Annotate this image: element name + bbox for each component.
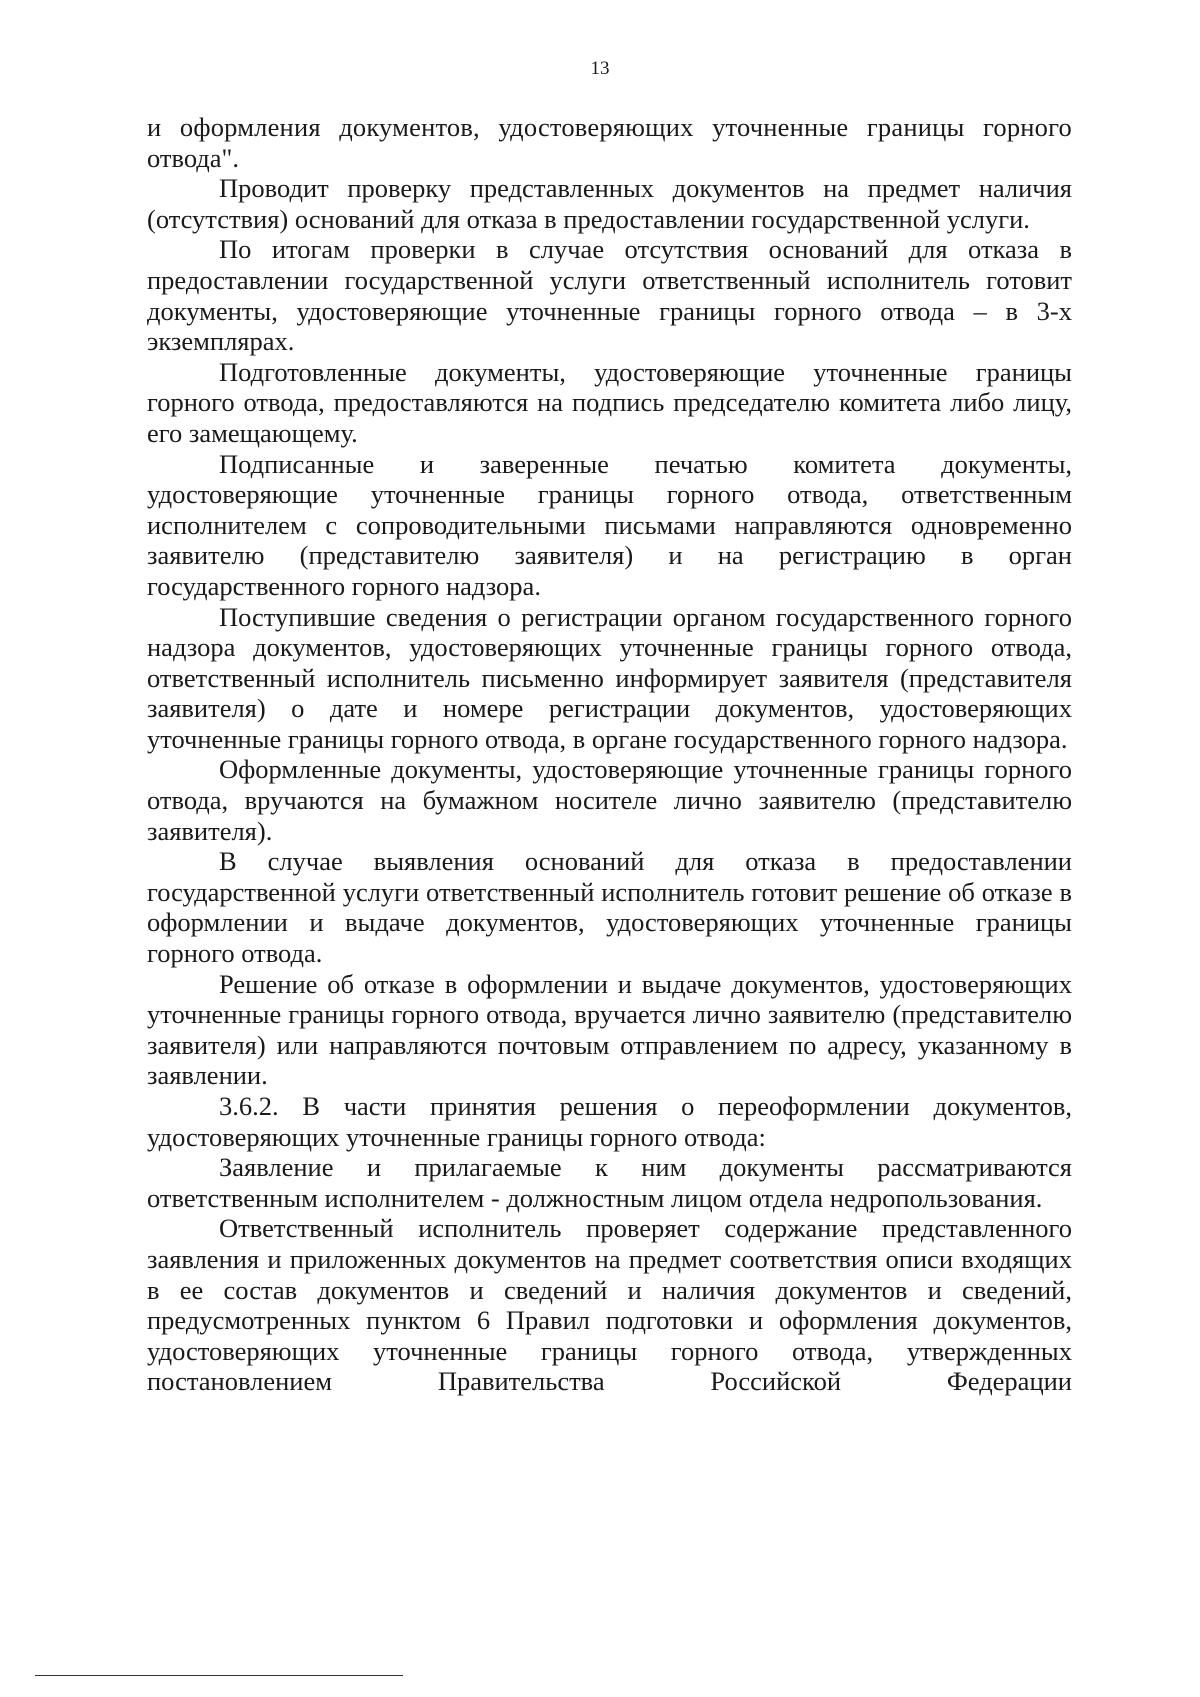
document-body (147, 112, 1072, 1397)
paragraph: Проводит проверку представленных документов на предмет наличия (отсутствия) оснований для отказа в предоставлении государственной услуги. (147, 173, 1072, 234)
paragraph-continuation: и оформления документов, удостоверяющих уточненные границы горного отвода". (147, 112, 1072, 173)
page-number: 13 (590, 58, 610, 79)
paragraph: В случае выявления оснований для отказа в предоставлении государственной услуги ответственный исполнитель готовит решение об отказе в оформлении и выдаче документов, удостоверяющих уточненные границы горного отвода. (147, 846, 1072, 969)
paragraph: Поступившие сведения о регистрации органом государственного горного надзора документов, удостоверяющих уточненные границы горного отвода, ответственный исполнитель письменно информирует заявителя (представителя заявителя) о дате и номере регистрации документов, удостоверяющих уточненные границы горного отвода, в органе государственного горного надзора. (147, 601, 1072, 754)
paragraph: Подготовленные документы, удостоверяющие уточненные границы горного отвода, предоставляются на подпись председателю комитета либо лицу, его замещающему. (147, 356, 1072, 448)
paragraph: Подписанные и заверенные печатью комитета документы, удостоверяющие уточненные границы горного отвода, ответственным исполнителем с сопроводительными письмами направляются одновременно заявителю (представителю заявителя) и на регистрацию в орган государственного горного надзора. (147, 448, 1072, 601)
paragraph: По итогам проверки в случае отсутствия оснований для отказа в предоставлении государственной услуги ответственный исполнитель готовит документы, удостоверяющие уточненные границы горного отвода – в 3-х экземплярах. (147, 234, 1072, 357)
footnote-separator (35, 1675, 403, 1676)
paragraph: Решение об отказе в оформлении и выдаче документов, удостоверяющих уточненные границы горного отвода, вручается лично заявителю (представителю заявителя) или направляются почтовым отправлением по адресу, указанному в заявлении. (147, 968, 1072, 1091)
paragraph: Заявление и прилагаемые к ним документы рассматриваются ответственным исполнителем - должностным лицом отдела недропользования. (147, 1152, 1072, 1213)
section-heading-3-6-2: 3.6.2. В части принятия решения о переоформлении документов, удостоверяющих уточненные границы горного отвода: (147, 1091, 1072, 1152)
paragraph: Ответственный исполнитель проверяет содержание представленного заявления и приложенных документов на предмет соответствия описи входящих в ее состав документов и сведений и наличия документов и сведений, предусмотренных пунктом 6 Правил подготовки и оформления документов, удостоверяющих уточненные границы горного отвода, утвержденных постановлением Правительства Российской Федерации (147, 1213, 1072, 1397)
paragraph: Оформленные документы, удостоверяющие уточненные границы горного отвода, вручаются на бумажном носителе лично заявителю (представителю заявителя). (147, 754, 1072, 846)
